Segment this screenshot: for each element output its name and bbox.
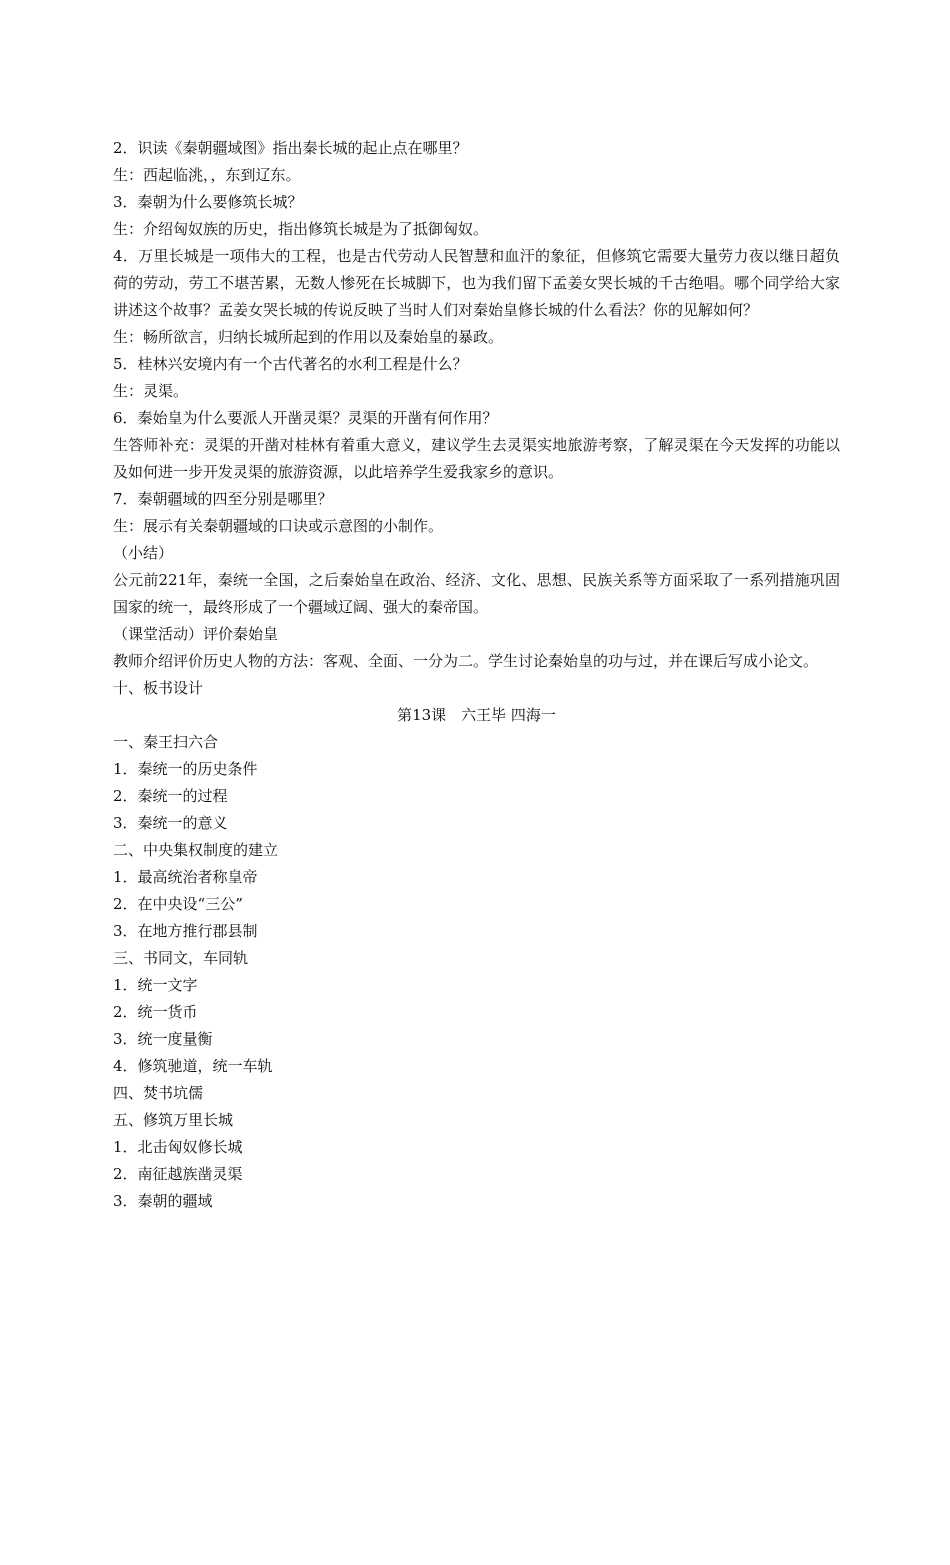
document-page — [113, 135, 840, 1215]
question-2: 2．识读《秦朝疆域图》指出秦长城的起止点在哪里？ — [113, 139, 468, 157]
board-item: 1．秦统一的历史条件 — [113, 760, 258, 778]
summary-text: 公元前221年，秦统一全国，之后秦始皇在政治、经济、文化、思想、民族关系等方面采取了一系列措施巩固国家的统一，最终形成了一个疆域辽阔、强大的秦帝国。 — [113, 571, 840, 616]
summary-heading: （小结） — [113, 544, 174, 562]
board-item: 五、修筑万里长城 — [113, 1111, 234, 1129]
question-3: 3．秦朝为什么要修筑长城？ — [113, 193, 303, 211]
answer-5: 生：灵渠。 — [113, 382, 189, 400]
board-item: 1．统一文字 — [113, 976, 198, 994]
board-item: 3．在地方推行郡县制 — [113, 922, 258, 940]
question-5: 5．桂林兴安境内有一个古代著名的水利工程是什么？ — [113, 355, 468, 373]
board-item: 3．统一度量衡 — [113, 1030, 213, 1048]
board-item: 一、秦王扫六合 — [113, 733, 219, 751]
answer-2: 生：西起临洮，，东到辽东。 — [113, 166, 301, 184]
board-item: 三、书同文，车同轨 — [113, 949, 249, 967]
question-7: 7．秦朝疆域的四至分别是哪里？ — [113, 490, 333, 508]
board-item: 4．修筑驰道，统一车轨 — [113, 1057, 273, 1075]
board-item: 2．统一货币 — [113, 1003, 198, 1021]
board-item: 2．秦统一的过程 — [113, 787, 228, 805]
answer-6: 生答师补充：灵渠的开凿对桂林有着重大意义，建议学生去灵渠实地旅游考察，了解灵渠在今天发挥的功能以及如何进一步开发灵渠的旅游资源，以此培养学生爱我家乡的意识。 — [113, 436, 840, 481]
board-item: 1．北击匈奴修长城 — [113, 1138, 243, 1156]
board-item: 二、中央集权制度的建立 — [113, 841, 279, 859]
section-heading-board-design: 十、板书设计 — [113, 679, 204, 697]
board-title: 第13课 六王毕 四海一 — [397, 706, 556, 724]
activity-text: 教师介绍评价历史人物的方法：客观、全面、一分为二。学生讨论秦始皇的功与过，并在课后写成小论文。 — [113, 652, 819, 670]
board-item: 3．秦朝的疆域 — [113, 1192, 213, 1210]
board-item: 四、焚书坑儒 — [113, 1084, 204, 1102]
board-item: 2．在中央设“三公” — [113, 895, 243, 913]
board-item: 1．最高统治者称皇帝 — [113, 868, 258, 886]
board-item: 3．秦统一的意义 — [113, 814, 228, 832]
board-item: 2．南征越族凿灵渠 — [113, 1165, 243, 1183]
answer-3: 生：介绍匈奴族的历史，指出修筑长城是为了抵御匈奴。 — [113, 220, 489, 238]
question-6: 6．秦始皇为什么要派人开凿灵渠？灵渠的开凿有何作用？ — [113, 409, 498, 427]
answer-4: 生：畅所欲言，归纳长城所起到的作用以及秦始皇的暴政。 — [113, 328, 504, 346]
activity-heading: （课堂活动）评价秦始皇 — [113, 625, 279, 643]
question-4: 4．万里长城是一项伟大的工程，也是古代劳动人民智慧和血汗的象征，但修筑它需要大量劳力夜以继日超负荷的劳动，劳工不堪苦累，无数人惨死在长城脚下，也为我们留下孟姜女哭长城的千古绝唱。哪个同学给大家讲述这个故事？孟姜女哭长城的传说反映了当时人们对秦始皇修长城的什么看法？你的见解如何？ — [113, 247, 840, 319]
answer-7: 生：展示有关秦朝疆域的口诀或示意图的小制作。 — [113, 517, 444, 535]
